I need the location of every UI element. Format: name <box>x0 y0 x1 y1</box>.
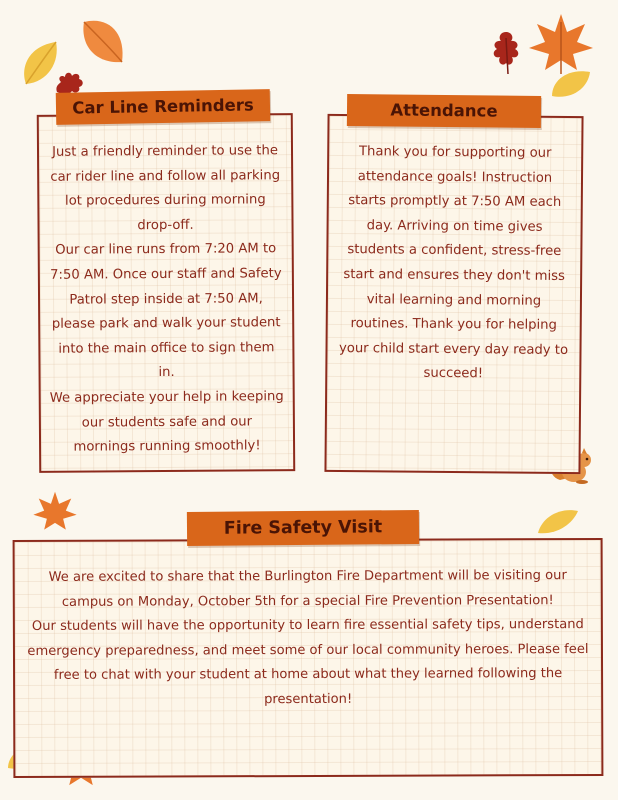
fire-safety-card <box>13 538 604 778</box>
car-line-title: Car Line Reminders <box>56 89 271 125</box>
orange-leaf-icon <box>78 14 128 68</box>
fire-safety-paragraph: We are excited to share that the Burlington Fire Department will be visiting our campus on Monday, October 5th for a special Fire Prevention Presentation! <box>48 568 567 610</box>
attendance-title: Attendance <box>347 94 541 128</box>
fire-safety-title: Fire Safety Visit <box>187 510 419 546</box>
fire-safety-paragraph: Our students will have the opportunity to learn fire essential safety tips, understand emergency preparedness, and meet some of our local community heroes. Please feel free to chat with your student at home about what they learned following the presentation! <box>27 617 589 708</box>
car-line-card <box>37 113 295 473</box>
maple-leaf-icon <box>32 489 78 535</box>
oak-leaf-icon <box>486 28 526 76</box>
car-line-paragraph: We appreciate your help in keeping our students safe and our mornings running smoothly! <box>49 389 284 455</box>
yellow-leaf-icon <box>534 505 582 537</box>
attendance-paragraph: Thank you for supporting our attendance goals! Instruction starts promptly at 7:50 AM each day. Arriving on time gives students a confident, stress-free start and ensures they don't miss vital learning and morning routines. Thank you for helping your child start every day ready to succeed! <box>338 144 569 382</box>
car-line-paragraph: Just a friendly reminder to use the car rider line and follow all parking lot procedures during morning drop-off. <box>50 143 281 233</box>
yellow-leaf-icon <box>548 66 594 102</box>
attendance-card <box>324 114 583 474</box>
car-line-paragraph: Our car line runs from 7:20 AM to 7:50 AM. Once our staff and Safety Patrol step inside at 7:50 AM, please park and walk your student into the main office to sign them in. <box>50 241 282 381</box>
